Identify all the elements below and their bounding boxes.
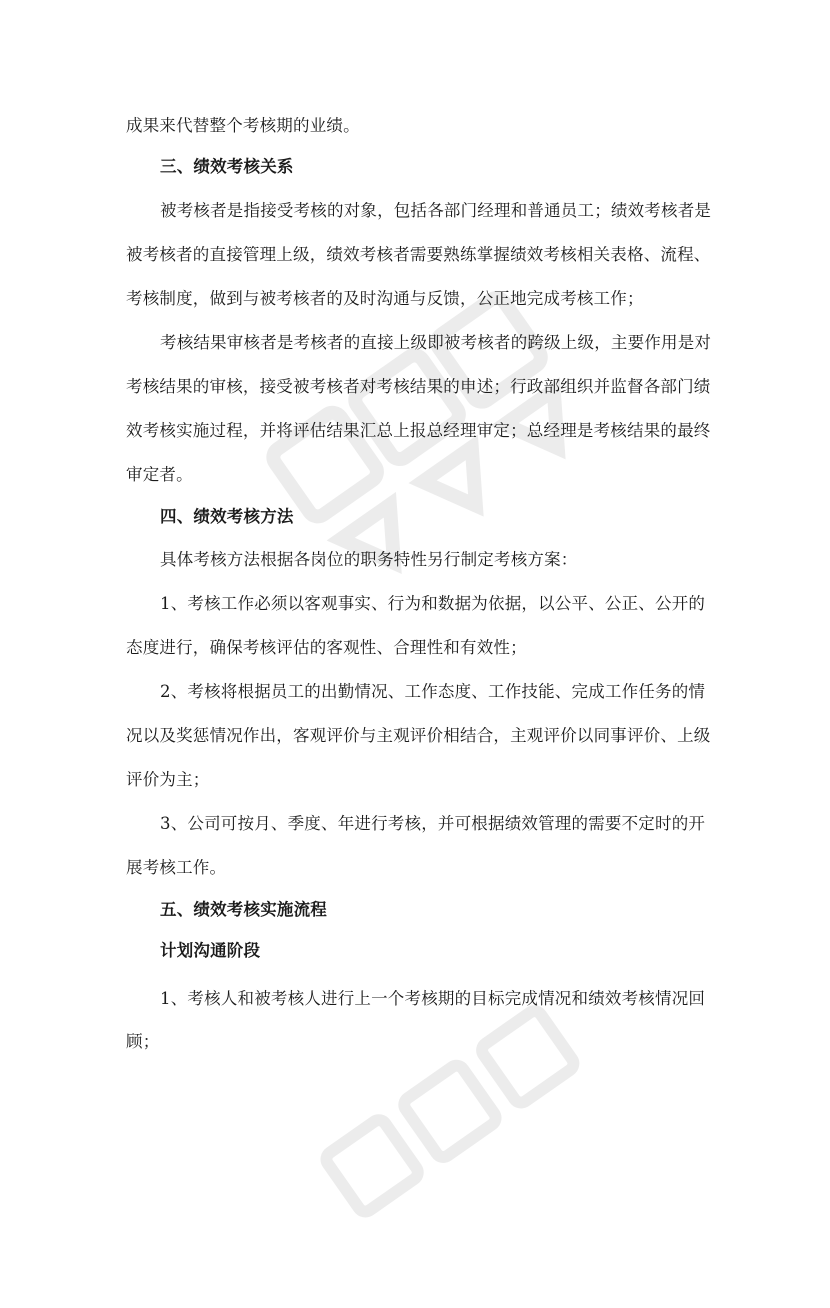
body-line-1: 成果来代替整个考核期的业绩。 [126, 116, 360, 135]
body-line-9: 具体考核方法根据各岗位的职务特性另行制定考核方案： [160, 550, 578, 569]
list-item-2-cont-1: 况以及奖惩情况作出，客观评价与主观评价相结合，主观评价以同事评价、上级 [126, 726, 711, 745]
body-line-4: 考核制度，做到与被考核者的及时沟通与反馈，公正地完成考核工作； [126, 289, 644, 308]
body-line-8: 审定者。 [126, 465, 193, 484]
body-line-6: 考核结果的审核，接受被考核者对考核结果的申述；行政部组织并监督各部门绩 [126, 377, 711, 396]
list-item-1-cont: 态度进行，确保考核评估的客观性、合理性和有效性； [126, 638, 527, 657]
list-item-3: 3、公司可按月、季度、年进行考核，并可根据绩效管理的需要不定时的开 [160, 814, 706, 833]
body-line-7: 效考核实施过程，并将评估结果汇总上报总经理审定；总经理是考核结果的最终 [126, 421, 711, 440]
body-line-5: 考核结果审核者是考核者的直接上级即被考核者的跨级上级，主要作用是对 [160, 333, 712, 352]
list-item-4-cont: 顾； [126, 1032, 160, 1051]
list-item-2: 2、考核将根据员工的出勤情况、工作态度、工作技能、完成工作任务的情 [160, 682, 706, 701]
section-heading-4: 四、绩效考核方法 [160, 507, 294, 526]
body-line-2: 被考核者是指接受考核的对象，包括各部门经理和普通员工；绩效考核者是 [160, 201, 712, 220]
subsection-heading: 计划沟通阶段 [160, 941, 261, 960]
list-item-1: 1、考核工作必须以客观事实、行为和数据为依据，以公平、公正、公开的 [160, 594, 706, 613]
body-line-3: 被考核者的直接管理上级，绩效考核者需要熟练掌握绩效考核相关表格、流程、 [126, 245, 711, 264]
list-item-3-cont: 展考核工作。 [126, 858, 227, 877]
list-item-4: 1、考核人和被考核人进行上一个考核期的目标完成情况和绩效考核情况回 [160, 989, 706, 1008]
list-item-2-cont-2: 评价为主； [126, 770, 210, 789]
section-heading-3: 三、绩效考核关系 [160, 157, 294, 176]
section-heading-5: 五、绩效考核实施流程 [160, 900, 327, 919]
watermark-logo-2 [290, 972, 650, 1308]
